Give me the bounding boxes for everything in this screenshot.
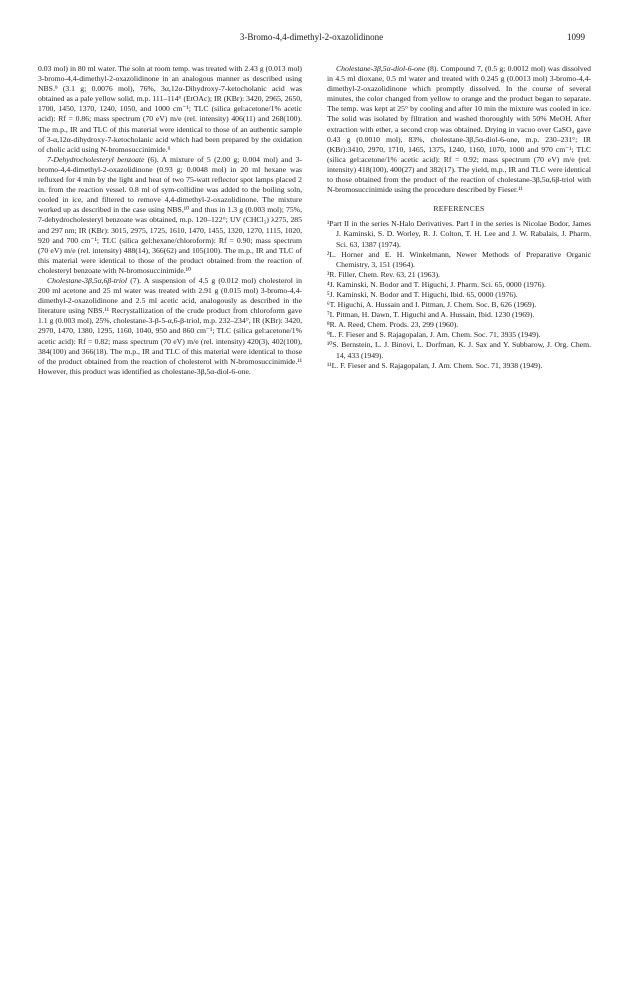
page-number: 1099 (567, 32, 585, 42)
reference-item: ⁸R. A. Reed, Chem. Prods. 23, 299 (1960). (327, 320, 459, 330)
paragraph-cholestane-diol-one (327, 64, 591, 195)
paragraph-cholestane-triol (38, 276, 302, 377)
reference-item: ¹Part II in the series N-Halo Derivatives. Part I in the series is Nicolae Bodor, James J. Kaminski, S. D. Worley, R. J. Colton, T. H. Lee and J. W. Rabalais, J. Pharm. Sci. 63, 1387 (1974). (327, 219, 591, 249)
running-title: 3-Bromo-4,4-dimethyl-2-oxazolidinone (239, 32, 384, 42)
compound-title: 7-Dehydrocholesteryl benzoate (47, 154, 145, 164)
left-column (38, 64, 302, 377)
reference-item: ¹¹L. F. Fieser and S. Rajagopalan, J. Am. Chem. Soc. 71, 3938 (1949). (327, 360, 543, 370)
reference-item: ²L. Horner and E. H. Winkelmann, Newer Methods of Preparative Organic Chemistry, 3, 151 (1964). (327, 249, 591, 269)
compound-title: Cholestane-3β,5α-diol-6-one (336, 64, 426, 73)
compound-title: Cholestane-3β,5α,6β-triol (47, 275, 128, 285)
reference-item: ³R. Filler, Chem. Rev. 63, 21 (1963). (327, 269, 440, 279)
paragraph-ketocholanic-acid: 0.03 mol) in 80 ml water. The soln at room temp. was treated with 2.43 g (0.013 mol) 3-bromo-4,4-dimethyl-2-oxazolidinone in an analogous manner as described using NBS.⁹ (3.1 g; 0.0076 mol), 76%, 3α,12α-Dihydroxy-7-ketocholanic acid was obtained as a pale yellow solid, m.p. 111–114° (EtOAc); IR (KBr): 3420, 2965, 2650, 1700, 1450, 1370, 1240, 1050, and 1000 cm⁻¹; TLC (silica gel:acetone/1% acetic acid): Rf = 0.86; mass spectrum (70 eV) m/e (rel. intensity) 406(11) and 268(100). The m.p., IR and TLC of this material were identical to those of an authentic sample of 3-α,12α-dihydroxy-7-ketocholanic acid which had been prepared by the oxidation of cholic acid using N-bromosuccinimide.⁹ (38, 64, 302, 154)
page-header (38, 32, 585, 46)
paragraph-body: (6). A mixture of 5 (2.00 g; 0.004 mol) and 3-bromo-4,4-dimethyl-2-oxazolidinone (0.93 g; 0.0048 mol) in 20 ml hexane was refluxed for 4 min by the light and heat of two 75-watt reflector spot lamps placed 2 in. from the reaction vessel. 0.8 ml of sym-collidine was added to the boiling soln, cooled in ice, and filtered to remove 4,4-dimethyl-2-oxazolidinone. The mixture worked up as described in the case using NBS,¹⁰ and thus in 1.3 g (0.003 mol); 75%, 7-dehydrocholesteryl benzoate was obtained, m.p. 120–122°; UV (CHCl₃) λ275, 285 and 297 nm; IR (KBr): 3015, 2975, 1725, 1610, 1470, 1455, 1320, 1270, 1115, 1020, 920 and 700 cm⁻¹; TLC (silica gel:hexane/chloroform): Rf = 0.90; mass spectrum (70 eV) m/e (rel. intensity) 488(14), 366(62) and 105(100). The m.p., IR and TLC of this material were identical to those of the product obtained from the reaction of cholesteryl benzoate with N-bromosuccinimide.¹⁰ (38, 154, 303, 275)
reference-item: ¹⁰S. Bernstein, L. J. Binovi, L. Dorfman, K. J. Sax and Y. Subbarow, J. Org. Chem. 14, 433 (1949). (327, 340, 591, 360)
references-heading: REFERENCES (433, 204, 485, 214)
reference-item: ⁶T. Higuchi, A. Hussain and I. Pitman, J. Chem. Soc. B, 626 (1969). (327, 300, 537, 310)
reference-item: ⁴J. Kaminski, N. Bodor and T. Higuchi, J. Pharm. Sci. 65, 0000 (1976). (327, 279, 546, 289)
reference-item: ⁷I. Pitman, H. Dawn, T. Higuchi and A. Hussain, Ibid. 1230 (1969). (327, 310, 535, 320)
paragraph-dehydrocholesteryl-benzoate (38, 155, 302, 276)
references-list (327, 219, 591, 370)
reference-item: ⁹L. F. Fieser and S. Rajagopalan, J. Am. Chem. Soc. 71, 3935 (1949). (327, 330, 541, 340)
paragraph-body: (7). A suspension of 4.5 g (0.012 mol) cholesterol in 200 ml acetone and 25 ml water was treated with 2.91 g (0.015 mol) 3-bromo-4,4-dimethyl-2-oxazolidinone and 2.5 ml acetic acid, analogously as described in the literature using NBS.¹¹ Recrystallization of the crude product from chloroform gave 1.1 g (0.003 mol), 25%, cholestane-3-β-5-α,6-β-triol, m.p. 232–234°, IR (KBr): 3420, 2970, 1470, 1380, 1295, 1160, 1040, 950 and 860 cm⁻¹; TLC (silica gel:acetone/1% acetic acid): Rf = 0.82; mass spectrum (70 eV) m/e (rel. intensity) 420(3), 402(100), 384(100) and 366(18). The m.p., IR and TLC of this material were identical to those of the product obtained from the reaction of cholesterol with N-bromosuccinimide.¹¹ However, this product was identified as cholestane-3β,5α-diol-6-one. (38, 275, 302, 376)
reference-item: ⁵J. Kaminski, N. Bodor and T. Higuchi, Ibid. 65, 0000 (1976). (327, 289, 518, 299)
paragraph-body: (8). Compound 7, (0.5 g; 0.0012 mol) was dissolved in 4.5 ml dioxane, 0.5 ml water and treated with 0.245 g (0.0013 mol) 3-bromo-4,4-dimethyl-2-oxazolidinone which promptly dissolved. In the course of several minutes, the color changed from yellow to orange and the product began to separate. The temp. was kept at 25° by cooling and after 10 min the mixture was cooled in ice. The solid was isolated by filtration and washed thoroughly with 50% MeOH. After extraction with ether, a second crop was obtained. Drying in vacuo over CaSO₄ gave 0.43 g (0.0010 mol), 83%, cholestane-3β,5α-diol-6-one, m.p. 230–231°; IR (KBr):3410, 2970, 1710, 1465, 1375, 1240, 1160, 1070, 1000 and 970 cm⁻¹; TLC (silica gel:acetone/1% acetic acid): Rf = 0.92; mass spectrum (70 eV) m/e (rel. intensity) 418(100), 400(27) and 382(17). The yield, m.p., IR and TLC were identical to those obtained from the product of the reaction of cholestane-3β,5α,6β-triol with N-bromosuccinimide using the procedure described by Fieser.¹¹ (327, 64, 591, 195)
right-column (327, 64, 591, 371)
